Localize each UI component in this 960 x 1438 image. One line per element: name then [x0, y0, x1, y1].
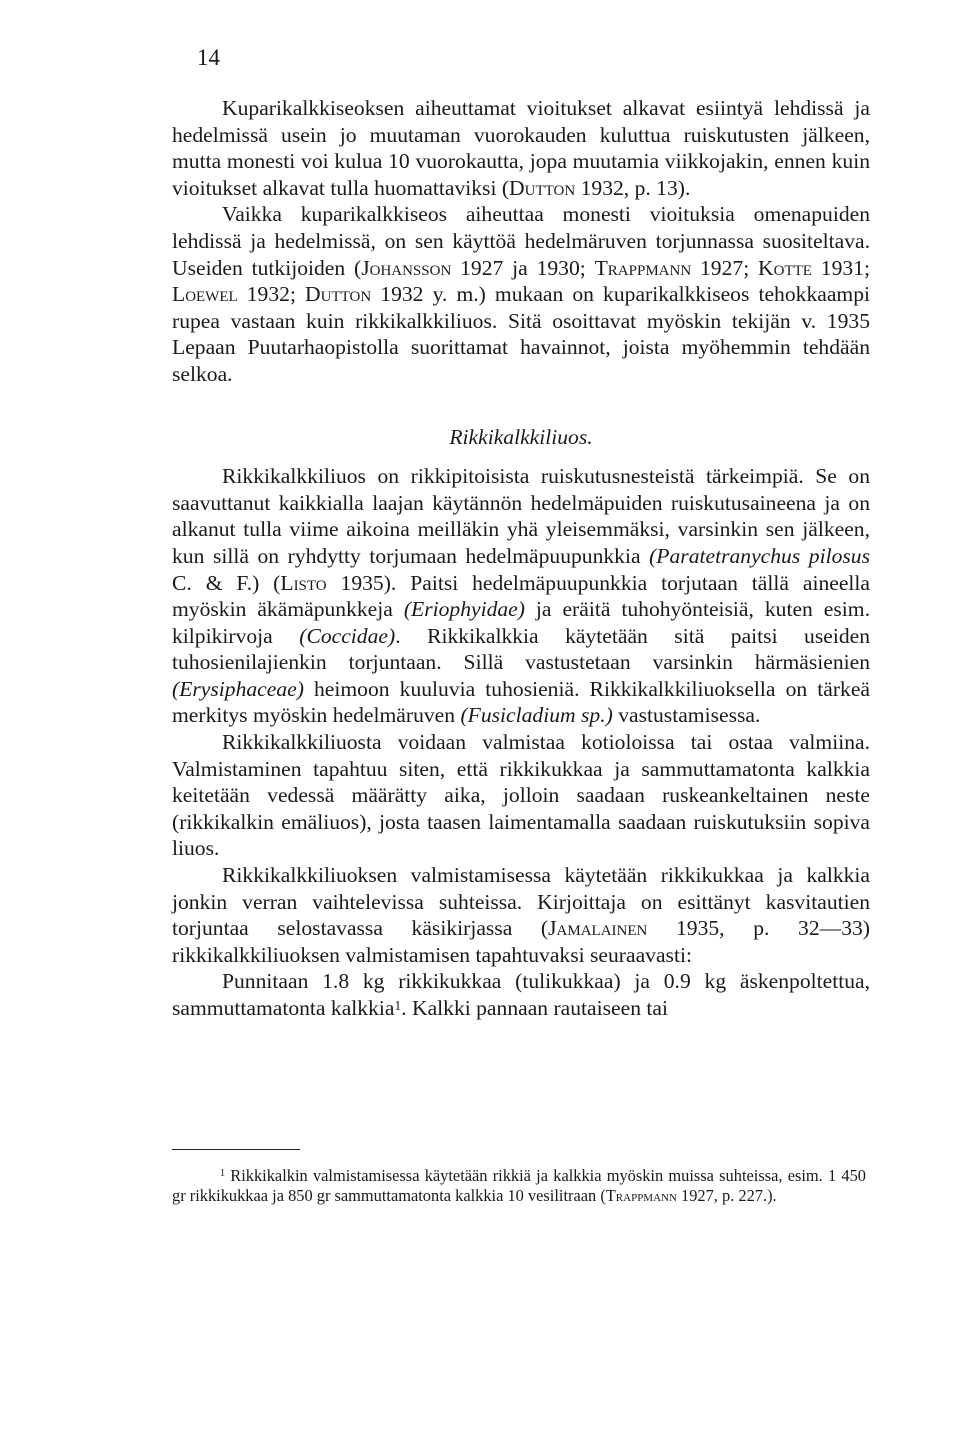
text-run: Rikkikalkkiliuos on rikkipitoisista ruiskutusnesteistä tärkeimpiä. Se on saavuttanut kaikkialla laajan käytännön hedelmäpuiden ruiskutusaineena ja on alkanut tulla viime aikoina meilläkin yhä yleisemmäksi, varsinkin sen jälkeen, kun sillä on ryhdytty torjumaan hedelmäpuupunkkia [172, 464, 870, 568]
text-run: 1932; [237, 282, 306, 307]
text-run: . Rikkikalkkia käytetään sitä paitsi useiden tuhosienilajienkin torjuntaan. Sillä vastustetaan varsinkin härmäsienien [172, 623, 871, 675]
text-run: Kuparikalkkiseoksen aiheuttamat vioitukset alkavat esiintyä lehdissä ja hedelmissä usein jo muutaman vuorokauden kuluttua ruiskutusten jälkeen, mutta monesti voi kulua 10 vuorokautta, jopa muutamia viikkojakin, ennen kuin vioitukset alkavat tulla huomattaviksi ( [172, 96, 870, 200]
text-run: . Kalkki pannaan rautaiseen tai [401, 996, 668, 1020]
text-run: 1932 y. m.) mukaan on kuparikalkkiseos tehokkaampi rupea vastaan kuin rikkikalkkiliuos. Sitä osoittavat myöskin tekijän v. 1935 Lepaan Puutarhaopistolla suorittamat havainnot, joista myöhemmin tehdään selkoa. [172, 282, 871, 386]
text-run: Rikkikalkkiliuoksen valmistamisessa käytetään rikkikukkaa ja kalkkia jonkin verran vaihtelevissa suhteissa. Kirjoittaja on esittänyt kasvitautien torjuntaa selostavassa käsikirjassa ( [172, 863, 870, 941]
author-name: Listo [280, 570, 327, 595]
text-run: 1931; [811, 255, 870, 280]
taxon-name: (Coccidae) [299, 623, 396, 648]
text-run: 1927, p. 227.). [676, 1186, 777, 1205]
author-name: Johansson [361, 255, 452, 280]
taxon-name: (Eriophyidae) [403, 597, 525, 622]
author-name: Loewel [172, 282, 238, 307]
paragraph [172, 729, 870, 862]
paragraph [172, 862, 870, 968]
text-run: 1927 ja 1930; [451, 255, 595, 280]
taxon-name: (Fusicladium sp.) [460, 703, 613, 728]
author-name: Trappmann [594, 255, 692, 280]
footnotes [172, 1166, 866, 1206]
text-run: 1935). Paitsi hedelmäpuupunkkia torjutaan tällä aineella myöskin äkämäpunkkeja [172, 570, 870, 622]
page-number: 14 [197, 45, 220, 70]
text-run: Vaikka kuparikalkkiseos aiheuttaa monesti vioituksia omenapuiden lehdissä ja hedelmissä, on sen käyttöä hedelmäruven torjunnassa suositeltava. Useiden tutkijoiden ( [172, 202, 870, 280]
text-run: Punnitaan 1.8 kg rikkikukkaa (tulikukkaa) ja 0.9 kg äskenpoltettua, sammuttamatonta kalkkia [172, 969, 870, 1020]
text-run: 1935, p. 32—33) rikkikalkkiliuoksen valmistamisen tapahtuvaksi seuraavasti: [172, 916, 870, 967]
author-name: Jamalainen [548, 916, 648, 941]
taxon-name: (Erysiphaceae) [172, 676, 304, 701]
text-run: heimoon kuuluvia tuhosieniä. Rikkikalkkiliuoksella on tärkeä merkitys myöskin hedelmäruven [172, 676, 870, 728]
text-run: 1927; [691, 255, 759, 280]
author-name: Kotte [758, 255, 812, 280]
text-run: 1932, p. 13). [575, 175, 691, 200]
text-run: vastustamisessa. [612, 703, 761, 728]
author-name: Dutton [509, 175, 576, 200]
taxon-name: (Paratetranychus pilosus [649, 543, 870, 568]
section-heading: Rikkikalkkiliuos. [449, 424, 593, 449]
paragraph [172, 463, 870, 729]
author-name: Trappmann [605, 1186, 677, 1205]
paragraph [172, 968, 870, 1021]
text-run: ja eräitä tuhohyönteisiä, kuten esim. kilpikirvoja [172, 597, 870, 648]
footnote-marker: 1 [220, 1168, 226, 1179]
text-run: Rikkikalkkiliuosta voidaan valmistaa kotioloissa tai ostaa valmiina. Valmistaminen tapahtuu siten, että rikkikukkaa ja sammuttamatonta kalkkia keitetään vedessä määrätty aika, jolloin saadaan ruskeankeltainen neste (rikkikalkin emäliuos), josta taasen laimentamalla saadaan ruiskutuksiin sopiva liuos. [172, 730, 870, 861]
footnote-marker: 1 [394, 998, 402, 1013]
paragraph [172, 95, 870, 201]
footnote [172, 1166, 866, 1206]
intro-paragraphs [172, 95, 870, 388]
text-run: C. & F.) ( [172, 570, 281, 595]
section-paragraphs [172, 463, 870, 1021]
footnote-divider [172, 1149, 300, 1150]
body-text [172, 95, 870, 1022]
text-run: Rikkikalkin valmistamisessa käytetään rikkiä ja kalkkia myöskin muissa suhteissa, esim. 1 450 gr rikkikukkaa ja 850 gr sammuttamatonta kalkkia 10 vesilitraan ( [172, 1166, 866, 1205]
paragraph [172, 201, 870, 387]
author-name: Dutton [305, 282, 372, 307]
